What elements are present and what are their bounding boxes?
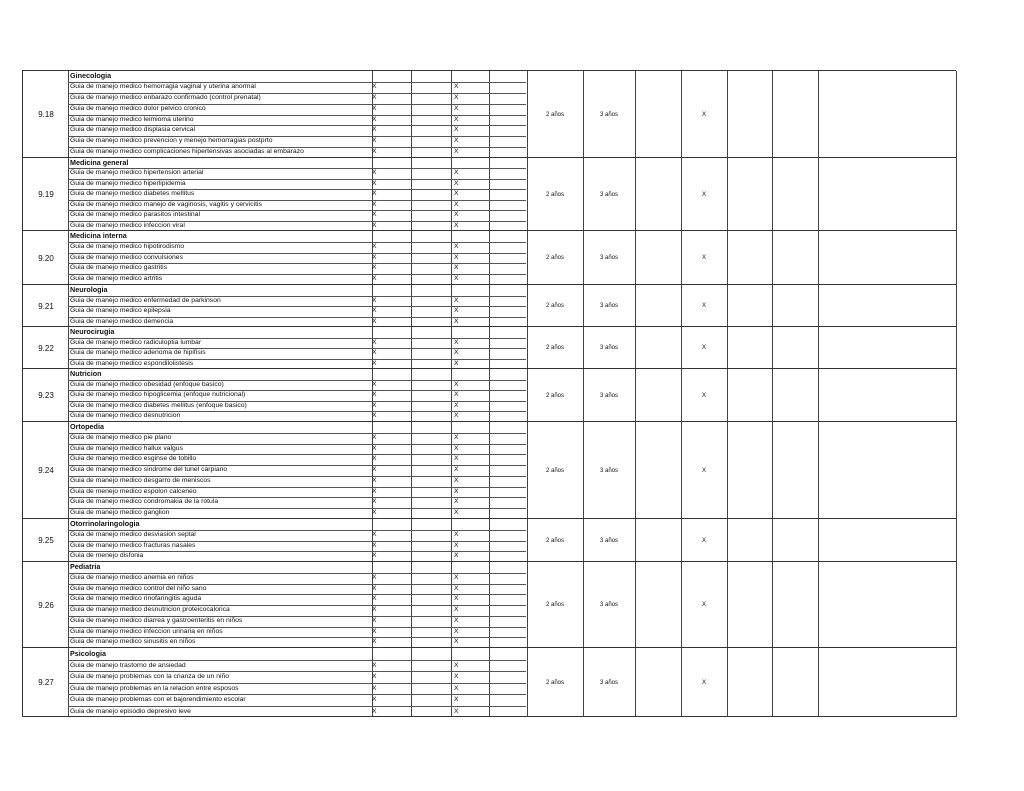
- check-mark: X: [454, 338, 459, 346]
- guide-name: Guia de manejo medico artritis: [70, 275, 163, 283]
- check-cell: X: [701, 392, 706, 399]
- check-mark: X: [454, 296, 459, 304]
- grid-line: [818, 562, 819, 648]
- duration-cell-a: 2 años: [545, 255, 564, 261]
- guide-name: Guia de manejo medico sindrome del tunel carpiano: [70, 466, 228, 474]
- duration-cell-b: 3 años: [599, 303, 618, 309]
- duration-cell-b: 3 años: [599, 111, 618, 118]
- grid-line: [956, 369, 957, 422]
- check-mark: X: [372, 200, 377, 208]
- check-mark: X: [454, 616, 459, 624]
- guide-name: Guia de manejo medico espondilolistesis: [70, 359, 194, 367]
- grid-line: [818, 285, 819, 327]
- check-mark: X: [372, 455, 377, 463]
- check-mark: X: [454, 595, 459, 603]
- check-mark: X: [372, 552, 377, 560]
- check-mark: X: [454, 638, 459, 646]
- guide-name: Guia de manejo medico enfermedad de parkinson: [70, 296, 221, 304]
- check-mark: X: [454, 221, 459, 229]
- guide-name: Guia de manejo medico rinofaringitis aguda: [70, 595, 202, 603]
- check-mark: X: [454, 137, 459, 145]
- check-mark: X: [454, 541, 459, 549]
- check-mark: X: [372, 307, 377, 314]
- guide-name: Guia de manejo medico enbarazo confirmado (control prenatal): [70, 93, 261, 101]
- duration-cell-a: 2 años: [545, 602, 564, 608]
- guide-name: Guia de manejo medico radiculoptia lumbar: [70, 338, 202, 346]
- check-mark: X: [454, 509, 459, 517]
- duration-cell-b: 3 años: [599, 467, 618, 474]
- grid-line: [956, 158, 957, 231]
- check-mark: X: [372, 169, 377, 177]
- check-mark: X: [372, 595, 377, 603]
- grid-line: [818, 327, 819, 369]
- grid-line: [818, 422, 819, 519]
- check-mark: X: [454, 148, 459, 156]
- section-number: 9.22: [22, 327, 69, 369]
- guide-name: Guia de manejo medico diabetes mellitus: [70, 190, 195, 198]
- check-mark: X: [454, 93, 459, 101]
- grid-line: [772, 285, 773, 327]
- check-mark: X: [372, 137, 377, 145]
- grid-line: [772, 369, 773, 422]
- check-mark: X: [454, 401, 459, 409]
- table-section: [22, 157, 956, 231]
- guide-name: Guia de manejo trastorno de ansiedad: [70, 661, 186, 669]
- check-mark: X: [372, 673, 377, 680]
- duration-cell-a: 2 años: [545, 111, 564, 118]
- check-mark: X: [372, 584, 377, 592]
- guide-name: Guia de manejo medico leimioma uterino: [70, 115, 194, 123]
- check-mark: X: [454, 190, 459, 198]
- grid-line: [956, 285, 957, 327]
- guide-name: Guia de manejo medico displasia cervical: [70, 126, 196, 134]
- duration-cell-a: 2 años: [545, 392, 564, 399]
- guide-name: Guia de manejo problemas en la relacion entre esposos: [70, 684, 239, 692]
- grid-line: [772, 648, 773, 717]
- check-cell: X: [701, 537, 706, 544]
- check-cell: X: [701, 679, 706, 686]
- grid-line: [727, 562, 728, 648]
- grid-line: [818, 158, 819, 231]
- check-mark: X: [372, 82, 377, 90]
- guide-name: Guia de manejo medico sinusitis en niños: [70, 638, 196, 646]
- check-mark: X: [372, 253, 377, 261]
- duration-cell-b: 3 años: [599, 255, 618, 261]
- grid-line: [818, 71, 819, 158]
- guide-name: Guia de manejo medico hipoglicemia (enfoque nutricional): [70, 391, 246, 399]
- check-mark: X: [454, 476, 459, 484]
- check-mark: X: [454, 126, 459, 134]
- check-mark: X: [454, 275, 459, 283]
- grid-line: [727, 71, 728, 158]
- grid-line: [956, 648, 957, 717]
- check-mark: X: [372, 573, 377, 581]
- section-heading: Medicina interna: [70, 231, 127, 240]
- check-mark: X: [454, 104, 459, 112]
- check-mark: X: [372, 509, 377, 517]
- section-number: 9.25: [22, 519, 69, 562]
- grid-line: [772, 519, 773, 562]
- check-mark: X: [372, 606, 377, 613]
- check-mark: X: [454, 573, 459, 581]
- guide-name: Guia de menejo medico espolon calceneo: [70, 487, 197, 495]
- section-number: 9.20: [22, 231, 69, 285]
- grid-line: [727, 285, 728, 327]
- table-section: [22, 421, 956, 519]
- guide-name: Guia de manejo medico diabetes mellitus (enfoque basico): [70, 401, 247, 409]
- section-heading: Medicina general: [70, 158, 129, 167]
- check-mark: X: [372, 190, 377, 198]
- check-mark: X: [454, 606, 459, 613]
- duration-cell-a: 2 años: [545, 679, 564, 686]
- section-heading: Psicologia: [70, 649, 106, 658]
- check-mark: X: [372, 391, 377, 399]
- check-mark: X: [454, 349, 459, 356]
- guide-name: Guia de manejo medico hipotirodismo: [70, 242, 185, 250]
- section-heading: Ortopedia: [70, 422, 104, 431]
- check-mark: X: [454, 584, 459, 592]
- check-cell: X: [701, 191, 706, 198]
- check-mark: X: [372, 104, 377, 112]
- grid-line: [956, 231, 957, 285]
- check-mark: X: [372, 498, 377, 506]
- guide-name: Guia de manejo medico hallux valgus: [70, 444, 183, 452]
- check-mark: X: [372, 696, 377, 703]
- check-mark: X: [454, 530, 459, 538]
- grid-line: [727, 369, 728, 422]
- table-section: [22, 284, 956, 327]
- section-number: 9.24: [22, 422, 69, 519]
- guide-name: Guia de manejo problemas con el bajorendimiento escolar: [70, 696, 246, 703]
- guide-name: Guia de manejo medico hipertension arterial: [70, 169, 204, 177]
- guide-name: Guia de manejo medico desnutricion proteicocalorica: [70, 606, 230, 613]
- guide-name: Guia de manejo medico adenoma de hipifisis: [70, 349, 206, 356]
- section-heading: Nutricion: [70, 369, 102, 378]
- grid-line: [635, 369, 636, 422]
- grid-line: [772, 231, 773, 285]
- grid-line: [772, 327, 773, 369]
- check-cell: X: [701, 467, 706, 474]
- guide-name: Guia de manejo medico infeccion viral: [70, 221, 185, 229]
- grid-line: [772, 158, 773, 231]
- section-heading: Neurologia: [70, 285, 108, 294]
- grid-line: [727, 231, 728, 285]
- guide-name: Guia de manejo medico convulsiones: [70, 253, 183, 261]
- guide-name: Guia de manejo medico desviasion septal: [70, 530, 196, 538]
- guide-name: Guia de manejo medico control del niño sano: [70, 584, 207, 592]
- section-heading: Otorrinolaringologia: [70, 519, 140, 528]
- table-section: [22, 518, 956, 562]
- guide-name: Guia de manejo medico manejo de vaginosis, vagitis y cervicitis: [70, 200, 262, 208]
- check-mark: X: [454, 707, 459, 715]
- duration-cell-b: 3 años: [599, 679, 618, 686]
- guide-name: Guia de manejo medico demencia: [70, 317, 174, 325]
- guide-name: Guia de manejo medico desgarro de meniscos: [70, 476, 211, 484]
- section-heading: Pediatria: [70, 562, 101, 571]
- check-mark: X: [372, 466, 377, 474]
- check-mark: X: [454, 661, 459, 669]
- check-mark: X: [372, 661, 377, 669]
- table-bottom-border: [22, 716, 956, 717]
- check-mark: X: [372, 115, 377, 123]
- check-mark: X: [372, 444, 377, 452]
- check-mark: X: [372, 179, 377, 187]
- check-mark: X: [372, 242, 377, 250]
- check-mark: X: [454, 264, 459, 272]
- guide-name: Guia de manejo medico fracturas nasales: [70, 541, 196, 549]
- check-mark: X: [372, 616, 377, 624]
- check-mark: X: [372, 126, 377, 134]
- check-mark: X: [454, 444, 459, 452]
- duration-cell-a: 2 años: [545, 537, 564, 544]
- duration-cell-b: 3 años: [599, 537, 618, 544]
- guide-name: Guia de manejo medico obesidad (enfoque basico): [70, 380, 224, 388]
- grid-line: [956, 562, 957, 648]
- check-mark: X: [372, 264, 377, 272]
- grid-line: [635, 327, 636, 369]
- check-mark: X: [454, 82, 459, 90]
- duration-cell-a: 2 años: [545, 467, 564, 474]
- guide-name: Guia de manejo medico infeccion urinaria en niños: [70, 627, 223, 635]
- grid-line: [727, 327, 728, 369]
- guide-name: Guia de menejo disfonia: [70, 552, 144, 560]
- check-cell: X: [701, 602, 706, 608]
- duration-cell-b: 3 años: [599, 345, 618, 351]
- section-number: 9.27: [22, 648, 69, 717]
- section-heading: Neurocirugia: [70, 327, 115, 336]
- check-mark: X: [372, 93, 377, 101]
- guide-name: Guia de manejo medico ganglion: [70, 509, 170, 517]
- guide-name: Guia de manejo medico complicaciones hipertensivas asociadas al embarazo: [70, 148, 304, 156]
- check-mark: X: [454, 169, 459, 177]
- duration-cell-b: 3 años: [599, 392, 618, 399]
- table-section: [22, 230, 956, 285]
- grid-line: [727, 422, 728, 519]
- grid-line: [818, 519, 819, 562]
- check-mark: X: [454, 466, 459, 474]
- grid-line: [635, 158, 636, 231]
- duration-cell-b: 3 años: [599, 191, 618, 198]
- check-mark: X: [372, 487, 377, 495]
- grid-line: [635, 562, 636, 648]
- check-mark: X: [372, 296, 377, 304]
- check-mark: X: [454, 359, 459, 367]
- check-mark: X: [372, 359, 377, 367]
- guide-name: Guia de manejo medico hiperlipidemia: [70, 179, 186, 187]
- grid-line: [635, 519, 636, 562]
- grid-line: [956, 327, 957, 369]
- grid-line: [772, 71, 773, 158]
- check-mark: X: [372, 707, 377, 715]
- grid-line: [635, 71, 636, 158]
- check-mark: X: [454, 242, 459, 250]
- guide-name: Guia de manejo medico parasitos intestinal: [70, 211, 200, 219]
- check-mark: X: [372, 433, 377, 441]
- check-mark: X: [454, 627, 459, 635]
- grid-line: [818, 369, 819, 422]
- duration-cell-a: 2 años: [545, 345, 564, 351]
- check-mark: X: [454, 391, 459, 399]
- grid-line: [727, 158, 728, 231]
- check-cell: X: [701, 303, 706, 309]
- check-cell: X: [701, 255, 706, 261]
- section-number: 9.26: [22, 562, 69, 648]
- check-mark: X: [454, 433, 459, 441]
- guide-name: Guia de manejo problemas con la crianza de un niño: [70, 673, 230, 680]
- check-mark: X: [372, 476, 377, 484]
- duration-cell-a: 2 años: [545, 191, 564, 198]
- check-mark: X: [454, 179, 459, 187]
- check-mark: X: [454, 253, 459, 261]
- check-mark: X: [454, 455, 459, 463]
- guide-name: Guia de manejo medico condromakia de la rotula: [70, 498, 219, 506]
- check-mark: X: [372, 401, 377, 409]
- grid-line: [727, 519, 728, 562]
- check-mark: X: [372, 221, 377, 229]
- check-mark: X: [454, 115, 459, 123]
- table-section: [22, 561, 956, 648]
- check-mark: X: [454, 673, 459, 680]
- grid-line: [956, 519, 957, 562]
- table-section: [22, 647, 956, 717]
- check-mark: X: [372, 349, 377, 356]
- check-mark: X: [372, 530, 377, 538]
- section-heading: Ginecologia: [70, 71, 112, 80]
- duration-cell-a: 2 años: [545, 303, 564, 309]
- guide-name: Guia de manejo medico desnutricion: [70, 412, 181, 420]
- check-mark: X: [372, 412, 377, 420]
- check-mark: X: [372, 275, 377, 283]
- check-mark: X: [454, 211, 459, 219]
- guide-name: Guia de manejo medico hemorragia vaginal y uterina anormal: [70, 82, 256, 90]
- section-number: 9.18: [22, 71, 69, 158]
- check-mark: X: [372, 148, 377, 156]
- guide-name: Guia de manejo episodio depresivo leve: [70, 707, 191, 715]
- check-mark: X: [372, 211, 377, 219]
- check-cell: X: [701, 345, 706, 351]
- grid-line: [772, 422, 773, 519]
- guide-name: Guia de manejo medico dolor pelvico cronico: [70, 104, 206, 112]
- duration-cell-b: 3 años: [599, 602, 618, 608]
- check-mark: X: [454, 412, 459, 420]
- guide-name: Guia de manejo medico prevencion y menejo hemorragias postprto: [70, 137, 273, 145]
- grid-line: [818, 648, 819, 717]
- check-mark: X: [454, 487, 459, 495]
- section-number: 9.23: [22, 369, 69, 422]
- check-mark: X: [454, 380, 459, 388]
- grid-line: [635, 285, 636, 327]
- grid-line: [635, 422, 636, 519]
- check-mark: X: [454, 307, 459, 314]
- grid-line: [772, 562, 773, 648]
- check-mark: X: [372, 317, 377, 325]
- check-mark: X: [372, 380, 377, 388]
- check-cell: X: [701, 111, 706, 118]
- check-mark: X: [454, 317, 459, 325]
- guide-name: Guia de manejo medico esginse de tobillo: [70, 455, 197, 463]
- grid-line: [635, 231, 636, 285]
- guide-name: Guia de manejo medico diarrea y gastroenteritis en niños: [70, 616, 243, 624]
- grid-line: [956, 71, 957, 158]
- guide-name: Guia de manejo medico gastritis: [70, 264, 168, 272]
- guide-name: Guia de manejo medico epilepsia: [70, 307, 171, 314]
- table-section: [22, 326, 956, 369]
- check-mark: X: [454, 696, 459, 703]
- section-number: 9.19: [22, 158, 69, 231]
- check-mark: X: [372, 541, 377, 549]
- grid-line: [635, 648, 636, 717]
- section-number: 9.21: [22, 285, 69, 327]
- guide-name: Guia de manejo medico pie plano: [70, 433, 172, 441]
- check-mark: X: [454, 200, 459, 208]
- guide-name: Guia de manejo medico anemia en niños: [70, 573, 194, 581]
- check-mark: X: [454, 684, 459, 692]
- table-section: [22, 368, 956, 422]
- grid-line: [727, 648, 728, 717]
- check-mark: X: [454, 552, 459, 560]
- check-mark: X: [372, 684, 377, 692]
- check-mark: X: [372, 627, 377, 635]
- check-mark: X: [372, 638, 377, 646]
- table-section: [22, 70, 956, 158]
- check-mark: X: [454, 498, 459, 506]
- check-mark: X: [372, 338, 377, 346]
- grid-line: [818, 231, 819, 285]
- grid-line: [956, 422, 957, 519]
